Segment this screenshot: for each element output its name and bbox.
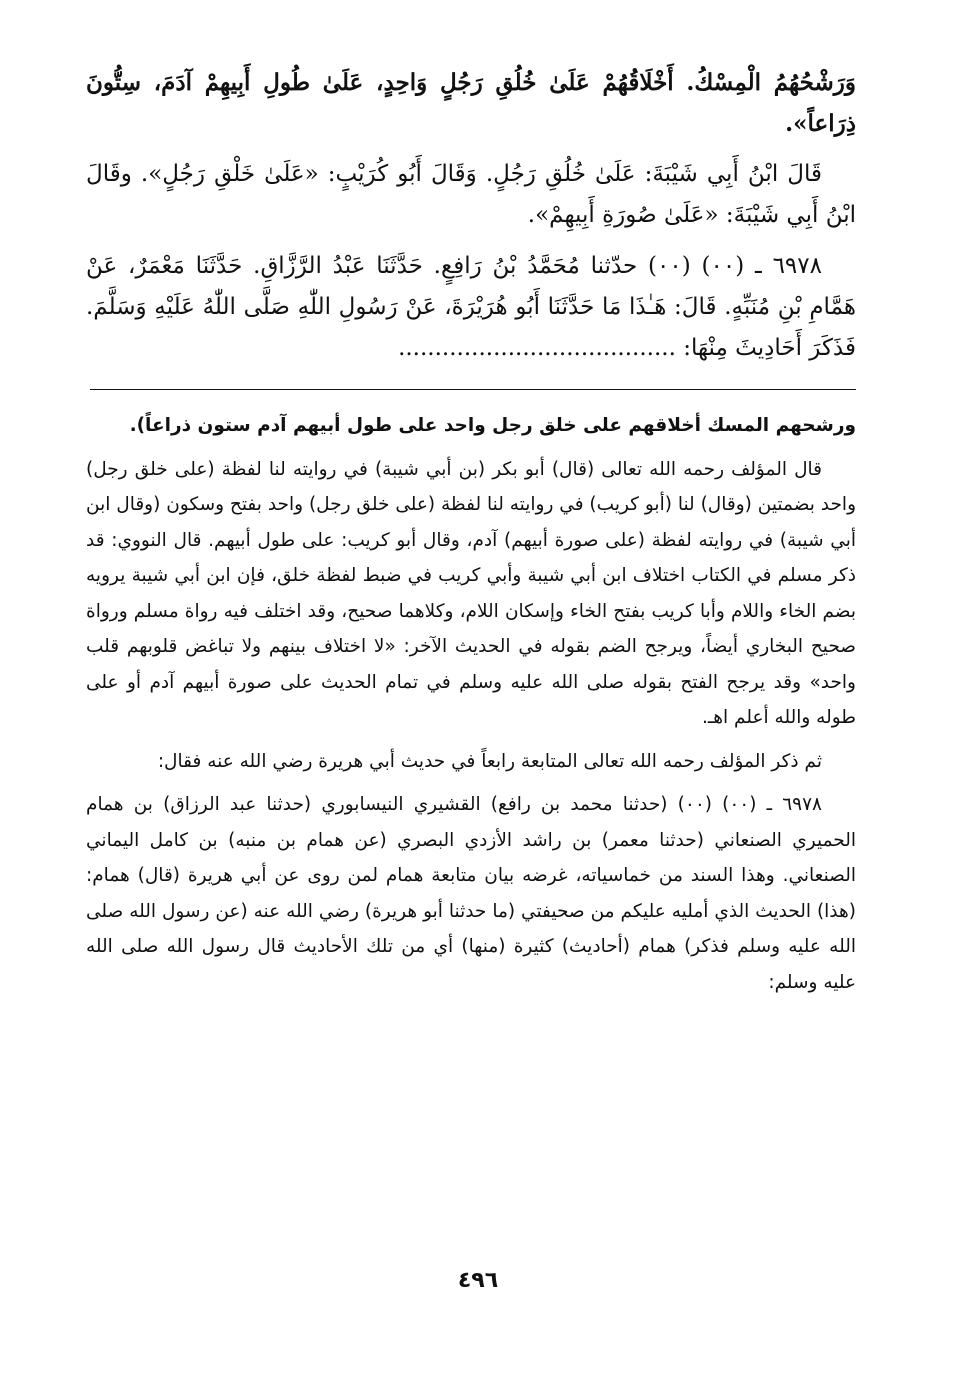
hadith-paragraph-3: ٦٩٧٨ ـ (٠٠) (٠٠) حدّثنا مُحَمَّدُ بْنُ رَافِعٍ. حَدَّثَنَا عَبْدُ الرَّزَّاقِ. حَدَّثَنَا مَعْمَرٌ، عَنْ هَمَّامِ بْنِ مُنَبِّهٍ. قَالَ: هَـٰذَا مَا حَدَّثَنَا أَبُو هُرَيْرَةَ، عَنْ رَسُولِ اللّٰهِ صَلَّى اللّٰهُ عَلَيْهِ وَسَلَّمَ. فَذَكَرَ أَحَادِيثَ مِنْهَا: ......................................	[86, 253, 856, 361]
commentary-paragraph-4: ٦٩٧٨ ـ (٠٠) (٠٠) (حدثنا محمد بن رافع) القشيري النيسابوري (حدثنا عبد الرزاق) بن همام الحميري الصنعاني (حدثنا معمر) بن راشد الأزدي البصري (عن همام بن منبه) بن كامل اليماني الصنعاني. وهذا السند من خماسياته، غرضه بيان متابعة همام لمن روى عن أبي هريرة (قال) همام: (هذا) الحديث الذي أمليه عليكم من صحيفتي (ما حدثنا أبو هريرة) رضي الله عنه (عن رسول الله صلى الله عليه وسلم فذكر) همام (أحاديث) كثيرة (منها) أي من تلك الأحاديث قال رسول الله صلى الله عليه وسلم:	[86, 794, 856, 993]
hadith-paragraph-2: قَالَ ابْنُ أَبِي شَيْبَةَ: عَلَىٰ خُلُقِ رَجُلٍ. وَقَالَ أَبُو كُرَيْبٍ: «عَلَىٰ خَلْقِ رَجُلٍ». وقَالَ ابْنُ أَبِي شَيْبَةَ: «عَلَىٰ صُورَةِ أَبِيهِمْ».	[86, 161, 856, 228]
commentary-paragraph-1: ورشحهم المسك أخلاقهم على خلق رجل واحد على طول أبيهم آدم ستون ذراعاً).	[129, 415, 856, 436]
hadith-paragraph-1: وَرَشْحُهُمُ الْمِسْكُ. أَخْلَاقُهُمْ عَلَىٰ خُلُقِ رَجُلٍ وَاحِدٍ، عَلَىٰ طُولِ أَبِيهِمْ آدَمَ، سِتُّونَ ذِرَاعاً».	[86, 69, 856, 137]
commentary-paragraph-3: ثم ذكر المؤلف رحمه الله تعالى المتابعة رابعاً في حديث أبي هريرة رضي الله عنه فقال:	[157, 750, 822, 772]
hadith-text	[86, 62, 856, 369]
commentary-paragraph-2: قال المؤلف رحمه الله تعالى (قال) أبو بكر (بن أبي شيبة) في روايته لنا لفظة (على خلق رجل) واحد بضمتين (وقال) لنا (أبو كريب) في روايته لنا لفظة (على خلق رجل) واحد بفتح وسكون (وقال ابن أبي شيبة) في روايته لفظة (على صورة أبيهم) آدم، وقال أبو كريب: على طول أبيهم. قال النووي: قد ذكر مسلم في الكتاب اختلاف ابن أبي شيبة وأبي كريب في ضبط لفظة خلق، فإن ابن أبي شيبة يرويه بضم الخاء واللام وأبا كريب بفتح الخاء وإسكان اللام، وكلاهما صحيح، وقد اختلف فيه رواة مسلم ورواة صحيح البخاري أيضاً، ويرجح الضم بقوله في الحديث الآخر: «لا اختلاف بينهم ولا تباغض قلوبهم قلب واحد» وقد يرجح الفتح بقوله صلى الله عليه وسلم في تمام الحديث على صورة أبيهم آدم أو على طوله والله أعلم اهـ.	[86, 458, 856, 728]
commentary-text	[86, 408, 856, 1000]
divider-line	[90, 389, 856, 390]
page-number: ٤٩٦	[457, 1268, 499, 1293]
book-page	[86, 62, 856, 1008]
